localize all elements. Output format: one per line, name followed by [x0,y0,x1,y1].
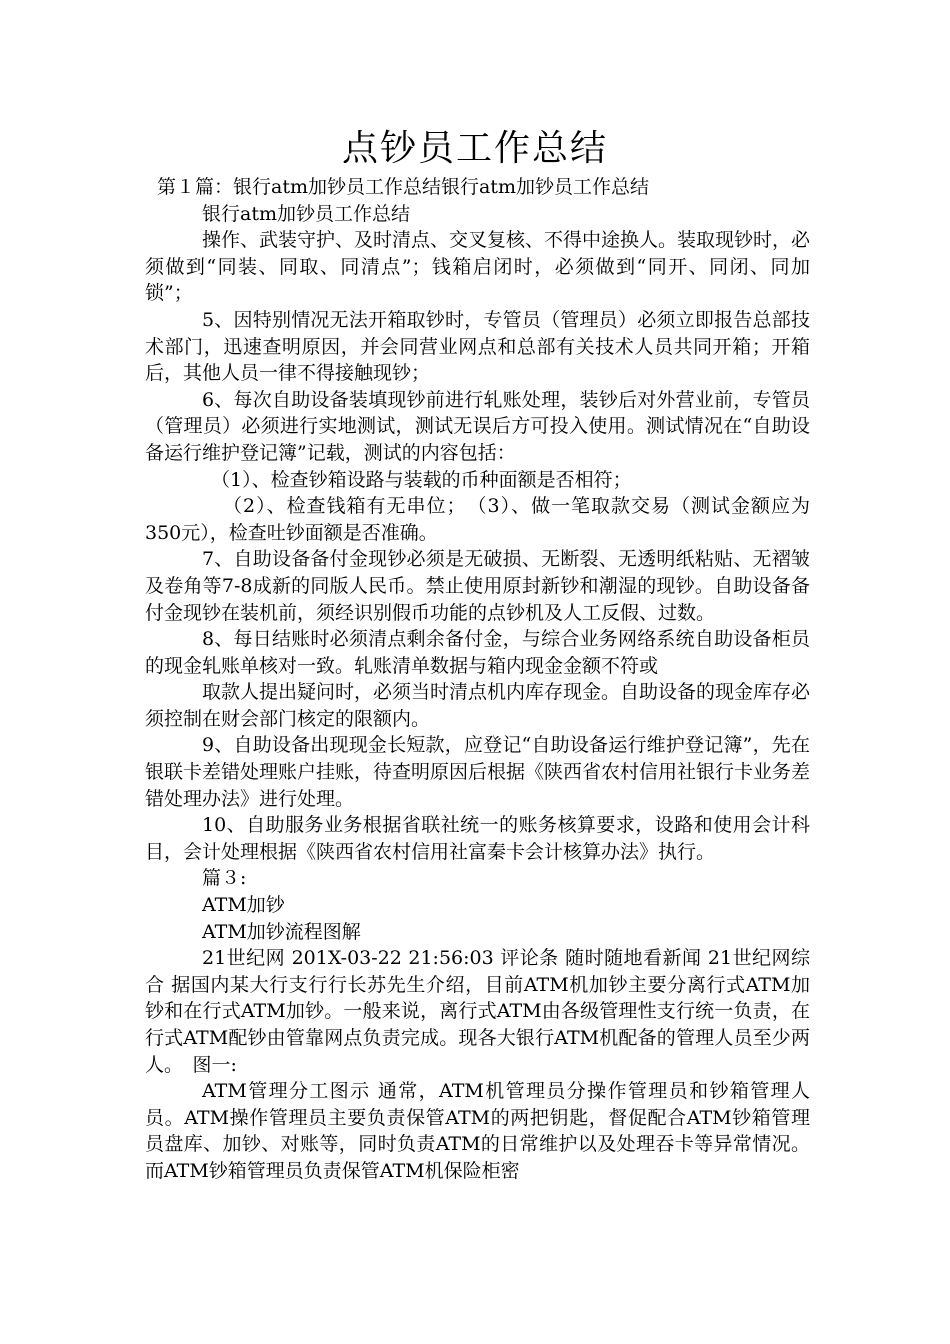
paragraph: 5、因特别情况无法开箱取钞时，专管员（管理员）必须立即报告总部技术部门，迅速查明原因，并会同营业网点和总部有关技术人员共同开箱；开箱后，其他人员一律不得接触现钞； [145,308,810,385]
paragraph: 取款人提出疑问时，必须当时清点机内库存现金。自助设备的现金库存必须控制在财会部门核定的限额内。 [145,681,811,730]
paragraph: 9、自助设备出现现金长短款，应登记“自助设备运行维护登记簿”，先在银联卡差错处理账户挂账，待查明原因后根据《陕西省农村信用社银行卡业务差错处理办法》进行处理。 [145,734,811,810]
paragraph: 6、每次自助设备装填现钞前进行轧账处理，装钞后对外营业前，专管员（管理员）必须进行实地测试，测试无误后方可投入使用。测试情况在“自助设备运行维护登记簿”记载，测试的内容包括： [145,388,810,464]
paragraph: 银行atm加钞员工作总结 [202,202,410,225]
paragraph: ATM管理分工图示 通常，ATM机管理员分操作管理员和钞箱管理人员。ATM操作管理员主要负责保管ATM的两把钥匙，督促配合ATM钞箱管理员盘库、加钞、对账等，同时负责ATM的日常维护以及处理吞卡等异常情况。而ATM钞箱管理员负责保管ATM机保险柜密 [145,1080,810,1182]
paragraph: （2）、检查钱箱有无串位； （3）、做一笔取款交易（测试金额应为350元），检查吐钞面额是否准确。 [145,495,810,544]
paragraph: 10、自助服务业务根据省联社统一的账务核算要求，设路和使用会计科目，会计处理根据《陕西省农村信用社富秦卡会计核算办法》执行。 [145,814,810,863]
document-body [145,174,810,1185]
paragraph: 21世纪网 201X-03-22 21:56:03 评论条 随时随地看新闻 21世纪网综合 据国内某大行支行行长苏先生介绍，目前ATM机加钞主要分离行式ATM加钞和在行式ATM加钞。一般来说，离行式ATM由各级管理性支行统一负责，在行式ATM配钞由管靠网点负责完成。现各大银行ATM机配备的管理人员至少两人。 图一: [145,947,810,1076]
section-heading: 篇３: [202,867,247,890]
paragraph: 7、自助设备备付金现钞必须是无破损、无断裂、无透明纸粘贴、无褶皱及卷角等7-8成新的同版人民币。禁止使用原封新钞和潮湿的现钞。自助设备备付金现钞在装机前，须经识别假币功能的点钞机及人工反假、过数。 [145,548,810,624]
paragraph: ATM加钞流程图解 [202,920,361,943]
paragraph: （1）、检查钞箱设路与装载的币种面额是否相符； [211,468,632,491]
paragraph: 8、每日结账时必须清点剩余备付金，与综合业务网络系统自助设备柜员的现金轧账单核对一致。轧账清单数据与箱内现金金额不符或 [145,628,810,677]
document-title: 点钞员工作总结 [341,128,608,169]
article-heading: 第１篇：银行atm加钞员工作总结银行atm加钞员工作总结 [157,176,649,198]
paragraph: 操作、武装守护、及时清点、交叉复核、不得中途换人。装取现钞时，必须做到“同装、同取、同清点”；钱箱启闭时，必须做到“同开、同闭、同加锁”； [145,229,811,305]
paragraph: ATM加钞 [202,894,285,917]
